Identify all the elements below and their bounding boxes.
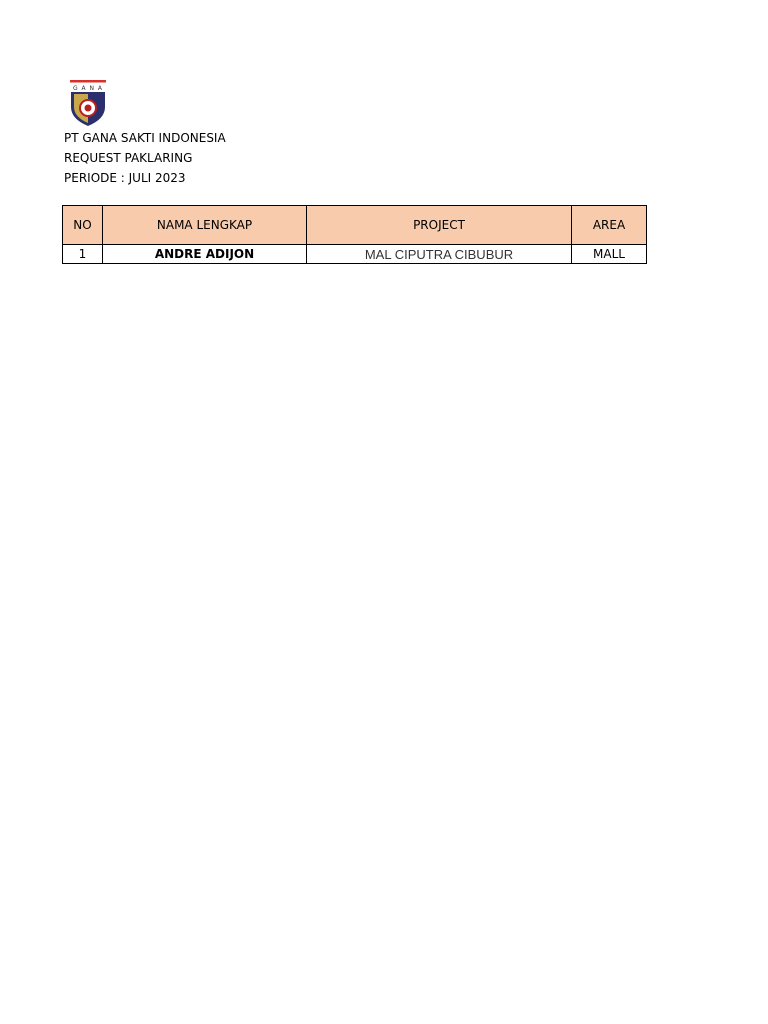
column-header-no: NO [63,206,103,245]
paklaring-table [62,205,647,264]
shield-logo-icon [68,79,108,127]
table-header-row [63,206,647,245]
company-name: PT GANA SAKTI INDONESIA [64,131,226,145]
cell-area: MALL [572,245,647,264]
column-header-project: PROJECT [307,206,572,245]
cell-project: MAL CIPUTRA CIBUBUR [307,245,572,264]
column-header-area: AREA [572,206,647,245]
svg-text:G A N A: G A N A [72,85,104,92]
cell-name: ANDRE ADIJON [103,245,307,264]
cell-no: 1 [63,245,103,264]
document-header [64,128,226,188]
company-logo [68,79,108,127]
document-period: PERIODE : JULI 2023 [64,171,186,185]
column-header-name: NAMA LENGKAP [103,206,307,245]
document-title: REQUEST PAKLARING [64,151,193,165]
table-row [63,245,647,264]
